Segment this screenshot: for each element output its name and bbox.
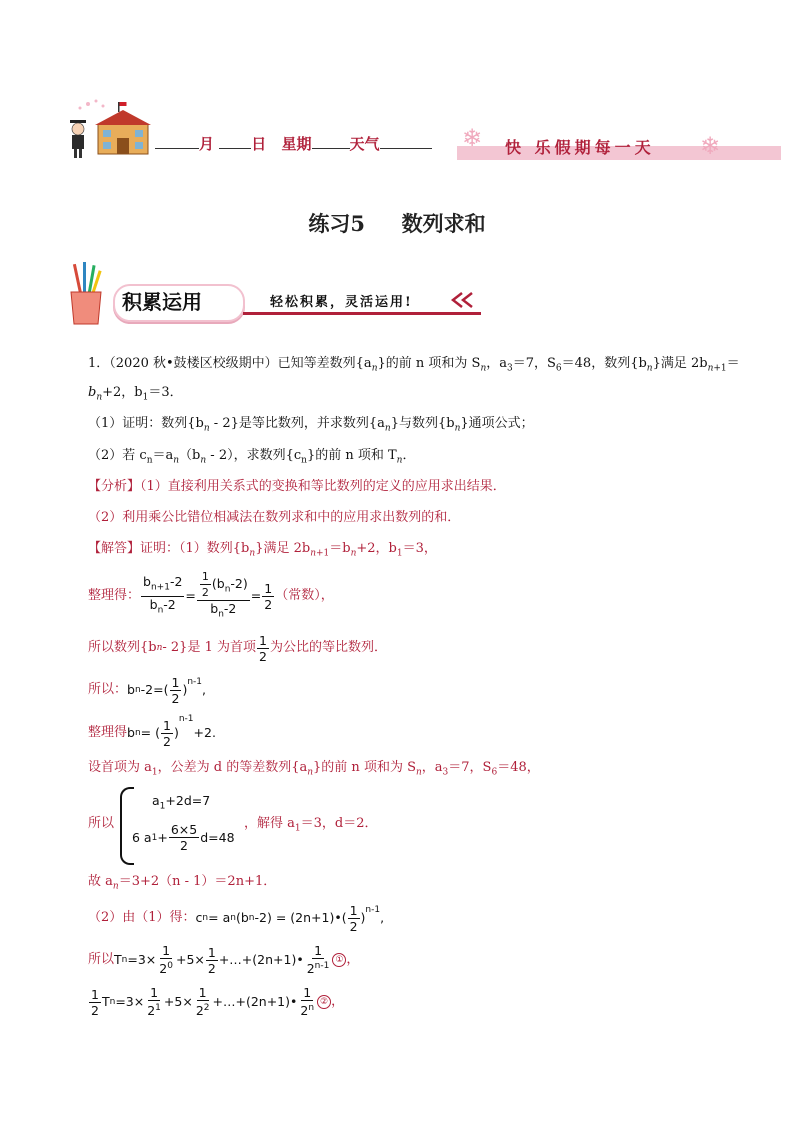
answer-text: ＝b [329,541,351,556]
header-weather: 天气 [349,135,380,153]
answer-Tn: 所以 T n =3× $\frac{1}{2^0}$ +5× $\frac{1}{2}$ +…+(2n+1)• $\frac{1}{2^{n-1}}$ ① ， [88,943,360,977]
problem-line-2: $b_n+2$，$b_1=3$． [88,385,183,403]
question-text: ＝a [152,448,174,463]
question-text: }的前 n 项和 T [306,448,397,463]
answer-halfTn: $\frac{1}{2}$ T n =3× $\frac{1}{2^1}$ +5× $\frac{1}{2^2}$ +…+(2n+1)• $\frac{1}{2^n}$ ② ， [88,982,344,1022]
answer-rearrange [88,568,334,624]
header-slogan: 快 乐假期每一天 [505,138,655,157]
question-text: （b [179,448,201,463]
answer-text: （常数）， [275,588,334,603]
answer-text: 所以： [88,682,128,697]
question-text: }通项公式； [460,416,534,431]
header-weekday: 星期 [281,135,312,153]
answer-text: +2，b [356,541,397,556]
system-eq-1: $a_1+2d=7$ [152,793,211,812]
answer-text: ＝7，S [448,760,492,775]
banner-subtitle: 轻松积累，灵活运用! [270,295,413,310]
answer-text: 所以数列{b [88,640,157,655]
answer-part2 [88,900,384,936]
answer-text: 整理得： [88,588,141,603]
problem-text: +2，b [102,385,143,400]
answer-text: 所以 [88,816,115,831]
school-graduate-icon [68,98,153,160]
answer-text: 证明：（1）数列{b [140,541,250,556]
answer-text: 为公比的等比数列． [269,640,387,655]
question-2: （2）若 $c_n=a_n(b_n - 2)$，求数列$\{c_n\}$的前 n 项和 $T_n$． [88,448,416,466]
formula: b n = ( $\frac{1}{2}$ ) $^{n-1}$ +2. [127,714,216,749]
problem-text: ＝3． [148,385,183,400]
header-month: 月 [199,135,215,153]
formula: b n -2=( $\frac{1}{2}$ ) $^{n-1}$ , [127,674,207,706]
snowflake-icon: ❄ [700,132,721,160]
header-day: 日 [251,135,267,153]
answer-text: ＝3，d＝2． [300,816,378,831]
snowflake-icon: ❄ [462,124,483,152]
problem-line-1: 1．（2020 秋•鼓楼区校级期中）已知等差数列$\{a_n\}$的前 n 项和为 $S_n$，$a_3=7$，$S_6=48$，数列$\{b_n\}$满足 $2b_{n+1}=$ [88,356,740,374]
answer-geo: 所以数列{b n - 2}是 1 为首项 $\frac{1}{2}$ 为公比的等比数列． [88,632,387,664]
question-text: - 2}是等比数列，并求数列{a [209,416,385,431]
problem-text: 1．（2020 秋•鼓楼区校级期中）已知等差数列{a [88,356,372,371]
answer-text: - 2}是 1 为首项 [162,640,256,655]
banner-label: 积累运用 [122,290,202,314]
problem-text: ＝48，数列{b [561,356,647,371]
formula: c n = a n (b n -2) = (2n+1)•( $\frac{1}{2}$ ) $^{n-1}$ , [195,902,385,934]
page-title: 练习5 数列求和 [308,211,486,236]
question-text: - 2），求数列{c [206,448,302,463]
answer-hence: 故 $a_n=3+2(n - 1)=2n+1$． [88,874,277,892]
analysis-text: （2）利用乘公比错位相减法在数列求和中的应用求出数列的和． [88,510,461,525]
answer-solve: ，解得 $a_1=3$，d＝2． [244,816,378,834]
answer-text: }的前 n 项和为 S [313,760,416,775]
analysis-line-1 [88,479,506,495]
question-text: （1）证明：数列{b [88,416,204,431]
banner-underline [243,312,481,315]
answer-rearrange2 [88,715,216,751]
question-text: （2）若 c [88,448,147,463]
answer-setfirst: 设首项为 $a_1$，公差为 d 的等差数列$\{a_n\}$的前 n 项和为 $S_n$，$a_3=7$，$S_6=48$， [88,760,540,778]
problem-text: b [88,385,97,400]
answer-text: ＝48， [497,760,540,775]
answer-text: 所以 [88,952,115,967]
answer-text: ＝3， [402,541,437,556]
answer-text: ，a [421,760,443,775]
header-illustration [68,98,153,160]
header-date-line [155,133,432,154]
answer-text: ，公差为 d 的等差数列{a [157,760,308,775]
answer-text: 设首项为 a [88,760,152,775]
system-eq-2: 6 a 1 + $\frac{6\times 5}{2}$ d=48 [132,822,235,853]
answer-line-1: 【解答】证明：（1）数列$\{b_n\}$满足 $2b_{n+1}=b_n+2$，$b_1=3$， [88,541,437,559]
answer-so [88,674,206,706]
formula: $\frac{b_{n+1}-2}{b_n-2}$ = $\frac{1}{2}$ $(b_n-2)$ $b_n-2$ = $\frac{1}{2}$ [143,570,273,620]
analysis-line-2 [88,510,460,526]
question-text: ． [402,448,416,463]
answer-text: ＝3+2（n - 1）＝2n+1． [118,874,277,889]
problem-text: ＝7，S [512,356,556,371]
answer-text: 故 a [88,874,113,889]
analysis-tag: 【分析】 [88,479,141,494]
formula: $\frac{1}{2}$ T n =3× $\frac{1}{2^1}$ +5× $\frac{1}{2^2}$ +…+(2n+1)• $\frac{1}{2^n}$ [91,985,315,1019]
answer-text: ，解得 a [244,816,295,831]
problem-text: ，a [486,356,507,371]
answer-tag: 【解答】 [88,541,141,556]
question-text: }与数列{b [390,416,455,431]
answer-so2 [88,816,114,832]
formula: T n =3× $\frac{1}{2^0}$ +5× $\frac{1}{2}$ +…+(2n+1)• $\frac{1}{2^{n-1}}$ [114,943,330,977]
pencil-cup-icon [66,262,106,330]
analysis-text: （1）直接利用关系式的变换和等比数列的定义的应用求出结果． [140,479,506,494]
problem-text: ＝ [726,356,740,371]
double-arrow-left-icon [448,290,482,314]
question-1: （1）证明：数列$\{b_n - 2\}$是等比数列，并求数列$\{a_n\}$与数列$\{b_n\}$通项公式； [88,416,534,434]
answer-text: 整理得 [88,725,128,740]
problem-text: }满足 2b [652,356,708,371]
circle-marker-2: ② [317,995,331,1009]
problem-text: }的前 n 项和为 S [377,356,481,371]
answer-text: （2）由（1）得： [88,910,196,925]
circle-marker-1: ① [332,953,346,967]
answer-text: }满足 2b [255,541,311,556]
